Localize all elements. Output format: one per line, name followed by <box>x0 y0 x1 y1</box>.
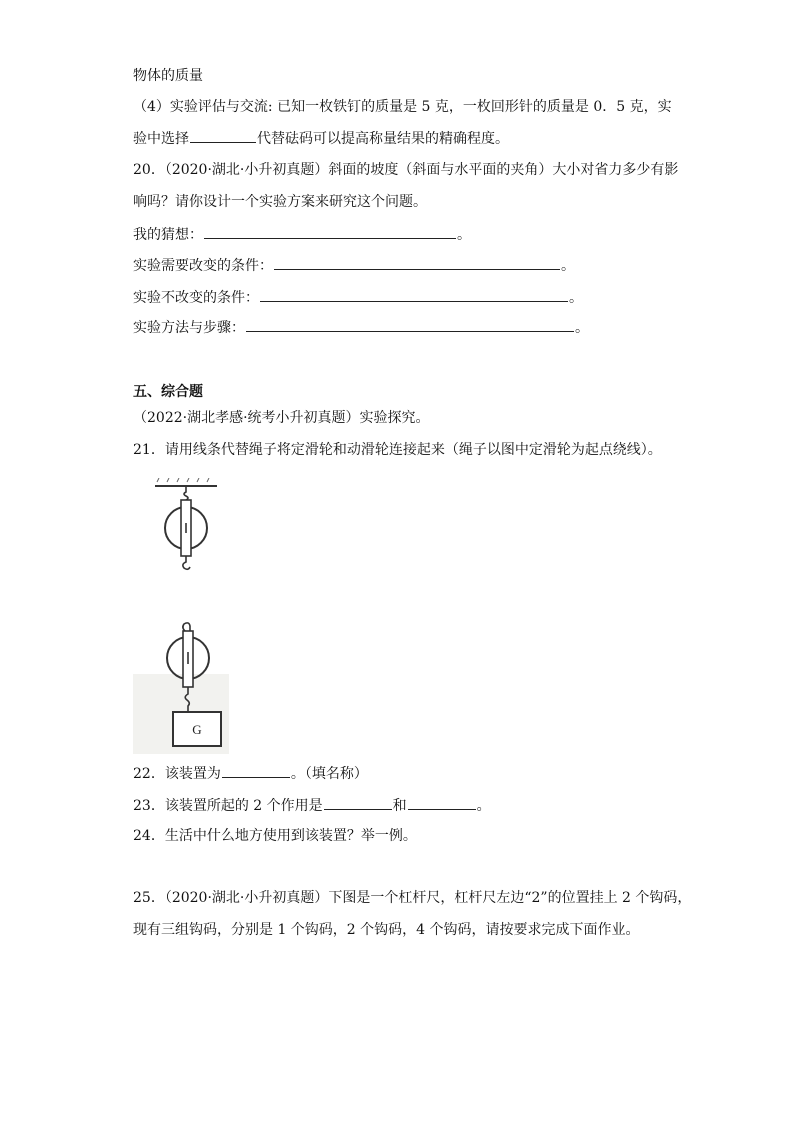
answer-blank[interactable] <box>190 128 256 143</box>
label: 23．该装置所起的 2 个作用是 <box>133 798 323 814</box>
answer-blank[interactable] <box>408 795 476 810</box>
text-segment: 验中选择 <box>133 131 189 147</box>
period: 。 <box>561 258 575 274</box>
answer-blank[interactable] <box>246 317 574 332</box>
period: 。 <box>569 290 583 306</box>
ceiling-hatch <box>167 478 169 482</box>
text-line: （4）实验评估与交流: 已知一枚铁钉的质量是 5 克，一枚回形针的质量是 0．5 克，实 <box>133 99 672 115</box>
text-line <box>133 128 509 149</box>
changed-condition-line <box>133 255 575 276</box>
connector: 和 <box>392 798 407 814</box>
section-heading: 五、综合题 <box>133 384 203 400</box>
period: 。 <box>476 798 491 814</box>
label: 实验需要改变的条件： <box>133 258 273 274</box>
label: 实验方法与步骤： <box>133 320 245 336</box>
guess-line <box>133 224 471 245</box>
label: 我的猜想： <box>133 227 203 243</box>
question-23-line <box>133 795 491 816</box>
bottom-hook <box>183 556 190 569</box>
question-24-text: 24．生活中什么地方使用到该装置？举一例。 <box>133 828 417 844</box>
ceiling-hatch <box>197 478 199 482</box>
question-20-text: 20．（2020·湖北·小升初真题）斜面的坡度（斜面与水平面的夹角）大小对省力多少有影 <box>133 162 679 178</box>
fixed-pulley-figure <box>133 478 233 578</box>
ceiling-hatch <box>207 478 209 482</box>
weight-label: G <box>192 722 202 737</box>
ceiling-hatch <box>157 478 159 482</box>
ceiling-hatch <box>187 478 189 482</box>
period: 。 <box>575 320 589 336</box>
answer-blank[interactable] <box>274 255 560 270</box>
text-line: 物体的质量 <box>133 68 203 84</box>
answer-blank[interactable] <box>222 763 290 778</box>
label: 实验不改变的条件： <box>133 290 259 306</box>
unchanged-condition-line <box>133 287 583 308</box>
method-line <box>133 317 589 338</box>
period: 。 <box>457 227 471 243</box>
answer-blank[interactable] <box>204 224 456 239</box>
ceiling-hatch <box>177 478 179 482</box>
answer-blank[interactable] <box>260 287 568 302</box>
text-line: 现有三组钩码，分别是 1 个钩码，2 个钩码，4 个钩码，请按要求完成下面作业。 <box>133 922 640 938</box>
answer-blank[interactable] <box>324 795 392 810</box>
suffix: 。（填名称） <box>290 766 368 782</box>
label: 22．该装置为 <box>133 766 221 782</box>
text-line: 响吗？请你设计一个实验方案来研究这个问题。 <box>133 194 427 210</box>
top-hook <box>184 486 188 500</box>
movable-pulley-figure <box>133 614 233 754</box>
text-segment: 代替砝码可以提高称量结果的精确程度。 <box>257 131 509 147</box>
question-25-text: 25．（2020·湖北·小升初真题）下图是一个杠杆尺，杠杆尺左边“2”的位置挂上 2 个钩码， <box>133 890 692 906</box>
question-21-text: 21．请用线条代替绳子将定滑轮和动滑轮连接起来（绳子以图中定滑轮为起点绕线）。 <box>133 442 662 458</box>
text-line: （2022·湖北孝感·统考小升初真题）实验探究。 <box>133 410 430 426</box>
question-22-line <box>133 763 368 784</box>
